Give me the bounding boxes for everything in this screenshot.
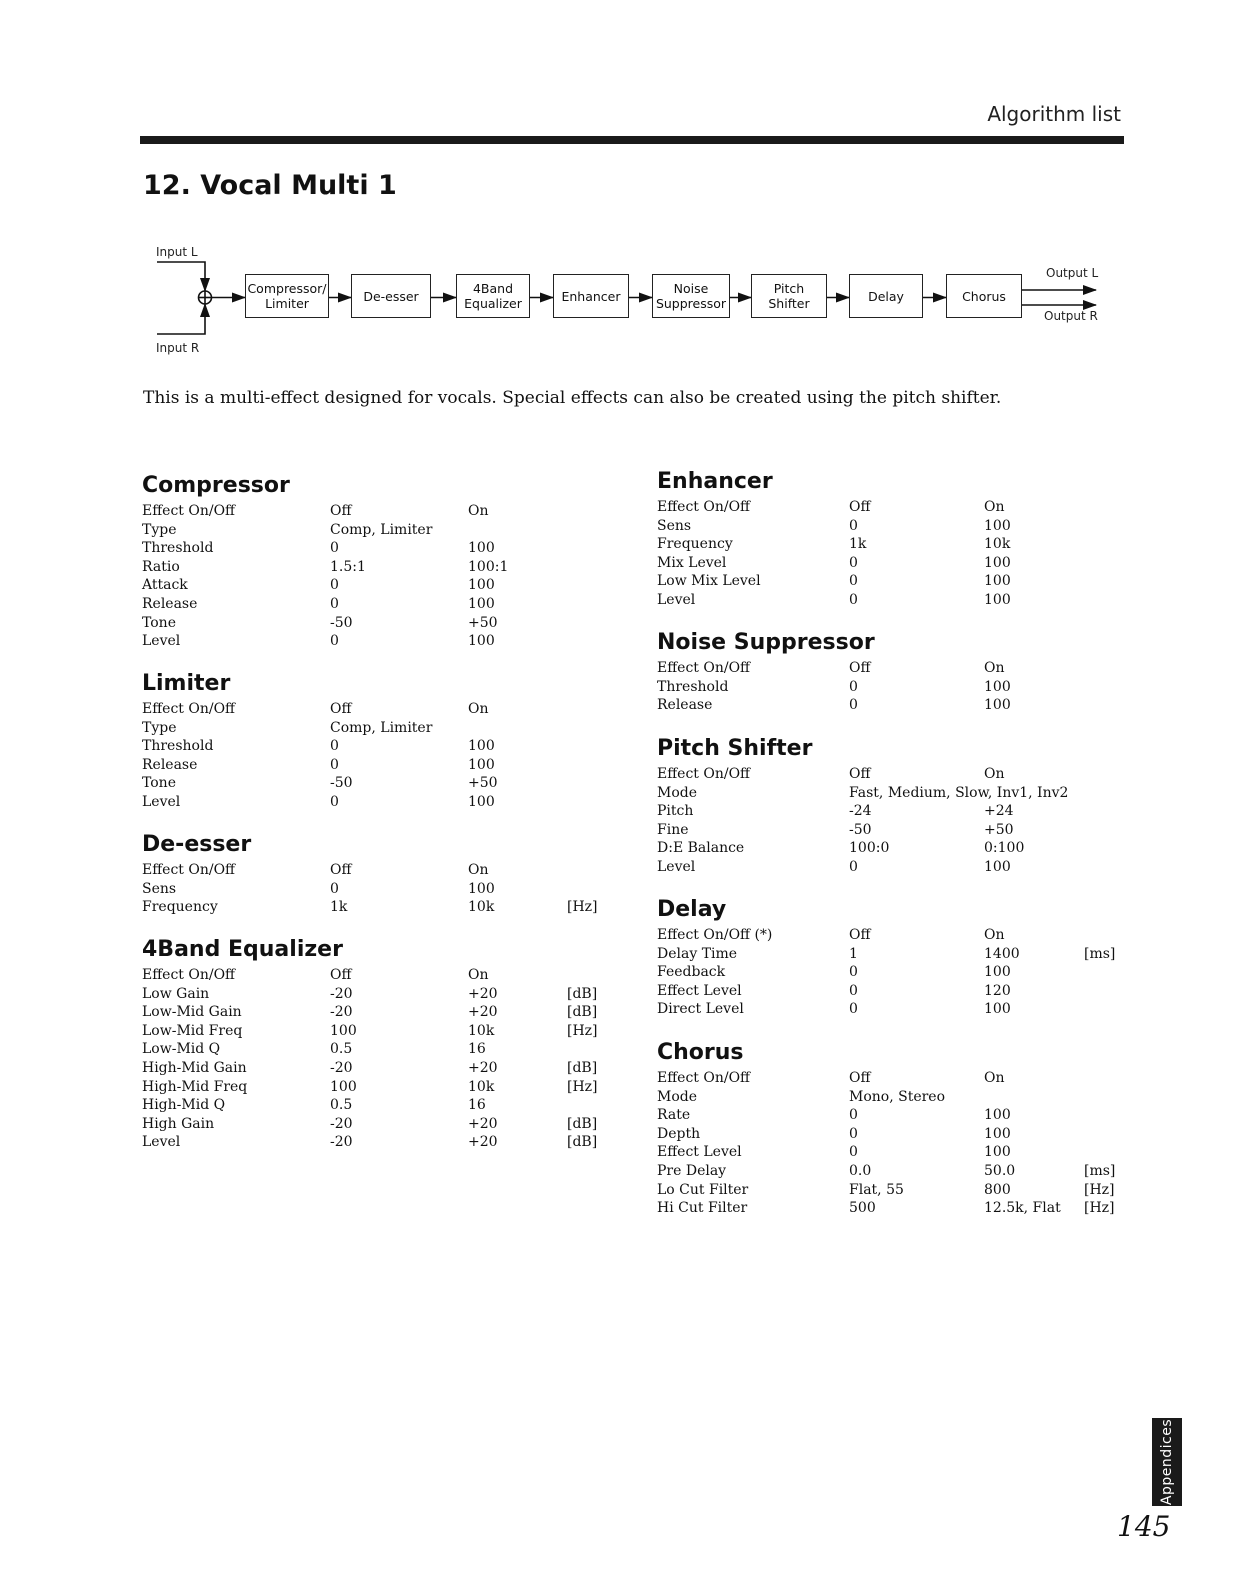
header-rule <box>140 136 1124 144</box>
section-title: Noise Suppressor <box>657 630 875 655</box>
param-row <box>142 595 612 614</box>
param-unit: [Hz] <box>567 899 598 916</box>
param-name: High-Mid Gain <box>142 1059 247 1076</box>
param-row <box>142 966 612 985</box>
param-row <box>657 945 1127 964</box>
param-unit: [dB] <box>567 1059 598 1076</box>
param-name: Effect On/Off <box>657 660 751 676</box>
param-min: Fast, Medium, Slow, Inv1, Inv2 <box>849 784 1069 801</box>
param-unit: [dB] <box>567 985 598 1002</box>
param-min: Off <box>849 660 871 676</box>
param-min: 0 <box>330 793 339 810</box>
param-unit: [dB] <box>567 1115 598 1132</box>
param-row <box>657 659 1127 678</box>
param-min: 0 <box>849 1125 858 1142</box>
param-max: 100 <box>468 540 495 557</box>
param-min: 0 <box>849 1001 858 1018</box>
param-max: 100 <box>468 793 495 810</box>
param-min: 100:0 <box>849 840 890 857</box>
param-name: Delay Time <box>657 945 738 962</box>
param-max: 100 <box>984 517 1011 534</box>
param-row <box>142 1022 612 1041</box>
param-unit: [dB] <box>567 1134 598 1151</box>
param-name: Effect On/Off (*) <box>657 927 773 943</box>
param-max: 100 <box>984 1144 1011 1161</box>
section-title: 4Band Equalizer <box>142 937 343 962</box>
param-row <box>142 576 612 595</box>
block-pitch-shifter: Pitch Shifter <box>751 274 827 318</box>
param-max: +20 <box>468 1115 498 1132</box>
param-min: 1 <box>849 945 858 962</box>
param-name: Effect Level <box>657 982 742 999</box>
param-max: 100 <box>468 738 495 755</box>
param-name: Low-Mid Freq <box>142 1022 243 1039</box>
param-name: Threshold <box>657 678 729 695</box>
param-name: D:E Balance <box>657 840 745 857</box>
param-name: Effect On/Off <box>142 967 236 983</box>
section-compressor <box>142 472 612 651</box>
block-deesser: De-esser <box>351 274 431 318</box>
param-unit: [Hz] <box>1084 1200 1115 1217</box>
param-row <box>142 774 612 793</box>
param-row <box>657 1069 1127 1088</box>
param-row <box>657 1162 1127 1181</box>
param-row <box>142 898 612 917</box>
param-min: Off <box>849 927 871 943</box>
param-name: Ratio <box>142 558 180 575</box>
section-limiter <box>142 670 612 812</box>
block-4band-equalizer: 4Band Equalizer <box>456 274 530 318</box>
param-name: Effect On/Off <box>142 701 236 717</box>
param-name: Level <box>657 858 696 875</box>
param-row <box>657 1106 1127 1125</box>
param-name: Level <box>142 1134 181 1151</box>
param-row <box>142 1078 612 1097</box>
param-name: Threshold <box>142 540 214 557</box>
param-min: -20 <box>330 1059 353 1076</box>
param-min: -20 <box>330 1134 353 1151</box>
param-row <box>142 502 612 521</box>
param-max: 100 <box>468 880 495 897</box>
param-max: On <box>984 499 1005 515</box>
param-name: Fine <box>657 821 689 838</box>
param-min: 0 <box>849 517 858 534</box>
page-title: 12. Vocal Multi 1 <box>143 170 397 201</box>
param-min: 0 <box>330 633 339 650</box>
block-enhancer: Enhancer <box>553 274 629 318</box>
param-name: Effect On/Off <box>657 499 751 515</box>
param-max: 10k <box>468 1022 495 1039</box>
param-max: +20 <box>468 1004 498 1021</box>
section-4band-equalizer <box>142 936 612 1152</box>
param-min: -24 <box>849 803 872 820</box>
section-noise-suppressor <box>657 629 1127 715</box>
param-name: Type <box>142 719 177 736</box>
param-min: Off <box>849 499 871 515</box>
param-row <box>142 558 612 577</box>
param-row <box>657 765 1127 784</box>
param-max: On <box>468 701 489 717</box>
param-max: On <box>984 766 1005 782</box>
param-max: 100 <box>984 1001 1011 1018</box>
param-row <box>142 1040 612 1059</box>
input-r-label: Input R <box>156 341 200 355</box>
param-row <box>142 614 612 633</box>
section-title: Limiter <box>142 671 231 696</box>
param-min: 0 <box>849 1107 858 1124</box>
param-name: High-Mid Freq <box>142 1078 248 1095</box>
param-name: Attack <box>142 577 188 594</box>
param-row <box>657 802 1127 821</box>
param-name: Effect On/Off <box>142 503 236 519</box>
param-min: -20 <box>330 1004 353 1021</box>
section-chorus <box>657 1039 1127 1218</box>
param-max: 10k <box>468 1078 495 1095</box>
param-name: Low Mix Level <box>657 573 761 590</box>
param-max: 100 <box>984 1125 1011 1142</box>
param-row <box>657 572 1127 591</box>
param-name: Hi Cut Filter <box>657 1200 748 1217</box>
param-name: Mode <box>657 784 698 801</box>
param-max: 100 <box>468 633 495 650</box>
param-row <box>657 535 1127 554</box>
param-min: 0 <box>330 540 339 557</box>
param-row <box>142 880 612 899</box>
section-title: Chorus <box>657 1040 744 1065</box>
param-row <box>657 1088 1127 1107</box>
param-name: Sens <box>142 880 177 897</box>
param-row <box>142 700 612 719</box>
param-min: -20 <box>330 1115 353 1132</box>
param-row <box>657 1181 1127 1200</box>
param-max: 12.5k, Flat <box>984 1200 1061 1217</box>
input-l-label: Input L <box>156 245 198 259</box>
param-row <box>657 591 1127 610</box>
param-unit: [Hz] <box>1084 1181 1115 1198</box>
param-name: Direct Level <box>657 1001 744 1018</box>
param-min: 0 <box>330 738 339 755</box>
param-row <box>142 1003 612 1022</box>
param-max: 100 <box>468 595 495 612</box>
param-row <box>142 632 612 651</box>
param-row <box>142 985 612 1004</box>
param-name: Low-Mid Gain <box>142 1004 242 1021</box>
param-row <box>142 1115 612 1134</box>
param-max: 16 <box>468 1097 486 1114</box>
param-row <box>142 1096 612 1115</box>
param-name: Low-Mid Q <box>142 1041 221 1058</box>
param-name: Release <box>142 595 198 612</box>
param-row <box>142 1059 612 1078</box>
param-min: 0 <box>849 678 858 695</box>
param-row <box>657 1199 1127 1218</box>
param-min: 0 <box>849 982 858 999</box>
param-min: 100 <box>330 1022 357 1039</box>
param-min: 0 <box>849 573 858 590</box>
param-max: +24 <box>984 803 1014 820</box>
param-name: Level <box>657 591 696 608</box>
page-number: 145 <box>1117 1510 1171 1543</box>
param-min: -50 <box>330 614 353 631</box>
param-min: 0 <box>330 756 339 773</box>
param-row <box>657 963 1127 982</box>
param-min: Off <box>330 503 352 519</box>
param-row <box>142 793 612 812</box>
param-row <box>142 719 612 738</box>
param-name: Effect On/Off <box>142 862 236 878</box>
param-min: Off <box>330 862 352 878</box>
param-max: +50 <box>984 821 1014 838</box>
param-min: Comp, Limiter <box>330 521 433 538</box>
param-min: Off <box>330 967 352 983</box>
param-min: 0.5 <box>330 1097 353 1114</box>
section-title: Pitch Shifter <box>657 736 813 761</box>
param-row <box>657 1125 1127 1144</box>
param-unit: [Hz] <box>567 1022 598 1039</box>
param-min: 1k <box>330 899 348 916</box>
param-name: Tone <box>142 614 176 631</box>
param-unit: [dB] <box>567 1004 598 1021</box>
param-min: 100 <box>330 1078 357 1095</box>
param-row <box>657 517 1127 536</box>
param-min: 0 <box>330 577 339 594</box>
param-max: 0:100 <box>984 840 1025 857</box>
param-max: On <box>984 1070 1005 1086</box>
param-row <box>657 498 1127 517</box>
param-name: Tone <box>142 775 176 792</box>
param-unit: [ms] <box>1084 1162 1116 1179</box>
param-max: 100 <box>984 591 1011 608</box>
param-row <box>657 821 1127 840</box>
param-min: Off <box>849 766 871 782</box>
param-min: 0 <box>849 858 858 875</box>
running-header: Algorithm list <box>987 102 1121 126</box>
block-compressor-limiter: Compressor/ Limiter <box>245 274 329 318</box>
param-min: 0 <box>849 554 858 571</box>
param-row <box>657 784 1127 803</box>
block-noise-suppressor: Noise Suppressor <box>652 274 730 318</box>
section-title: Enhancer <box>657 469 773 494</box>
param-name: High Gain <box>142 1115 215 1132</box>
param-max: 100 <box>984 554 1011 571</box>
param-max: 120 <box>984 982 1011 999</box>
section-deesser <box>142 831 612 917</box>
param-max: +50 <box>468 614 498 631</box>
param-name: Effect On/Off <box>657 766 751 782</box>
param-max: +20 <box>468 1059 498 1076</box>
param-min: 0 <box>849 1144 858 1161</box>
param-row <box>657 554 1127 573</box>
param-name: Pitch <box>657 803 694 820</box>
param-min: 0 <box>849 964 858 981</box>
param-min: 0 <box>849 697 858 714</box>
param-max: 100 <box>984 964 1011 981</box>
param-name: Feedback <box>657 964 726 981</box>
param-row <box>657 858 1127 877</box>
param-row <box>657 982 1127 1001</box>
param-name: Level <box>142 633 181 650</box>
param-min: -20 <box>330 985 353 1002</box>
param-max: 100 <box>468 756 495 773</box>
param-min: 0.5 <box>330 1041 353 1058</box>
param-name: Release <box>142 756 198 773</box>
param-name: Mode <box>657 1088 698 1105</box>
section-pitch-shifter <box>657 735 1127 877</box>
param-max: +20 <box>468 1134 498 1151</box>
param-max: 100:1 <box>468 558 509 575</box>
param-row <box>657 1143 1127 1162</box>
param-min: 500 <box>849 1200 876 1217</box>
param-min: -50 <box>849 821 872 838</box>
param-name: Level <box>142 793 181 810</box>
param-row <box>657 696 1127 715</box>
param-name: Sens <box>657 517 692 534</box>
param-name: Frequency <box>657 536 733 553</box>
param-name: High-Mid Q <box>142 1097 226 1114</box>
param-min: Comp, Limiter <box>330 719 433 736</box>
param-min: Off <box>849 1070 871 1086</box>
output-r-label: Output R <box>1044 309 1098 323</box>
param-row <box>657 839 1127 858</box>
section-delay <box>657 896 1127 1019</box>
appendices-tab-label: Appendices <box>1159 1418 1175 1506</box>
param-name: Lo Cut Filter <box>657 1181 749 1198</box>
param-min: 1.5:1 <box>330 558 366 575</box>
param-name: Low Gain <box>142 985 210 1002</box>
param-min: 0 <box>330 880 339 897</box>
param-row <box>142 1133 612 1152</box>
param-max: On <box>984 927 1005 943</box>
param-min: Flat, 55 <box>849 1181 904 1198</box>
param-max: 100 <box>984 697 1011 714</box>
section-enhancer <box>657 468 1127 610</box>
param-name: Threshold <box>142 738 214 755</box>
param-row <box>142 756 612 775</box>
param-min: 0 <box>849 591 858 608</box>
param-row <box>657 678 1127 697</box>
block-delay: Delay <box>849 274 923 318</box>
signal-flow-diagram <box>150 240 1110 365</box>
input-r-line <box>157 304 205 334</box>
param-name: Pre Delay <box>657 1162 727 1179</box>
param-name: Release <box>657 697 713 714</box>
param-name: Mix Level <box>657 554 727 571</box>
param-name: Depth <box>657 1125 701 1142</box>
param-row <box>142 861 612 880</box>
param-max: 100 <box>984 858 1011 875</box>
param-max: On <box>468 862 489 878</box>
section-title: Compressor <box>142 473 290 498</box>
param-min: -50 <box>330 775 353 792</box>
param-name: Rate <box>657 1107 691 1124</box>
param-max: 100 <box>984 1107 1011 1124</box>
param-max: +20 <box>468 985 498 1002</box>
input-l-line <box>157 262 205 291</box>
section-title: Delay <box>657 897 727 922</box>
param-name: Type <box>142 521 177 538</box>
param-max: On <box>468 503 489 519</box>
output-l-label: Output L <box>1046 266 1099 280</box>
param-min: 0.0 <box>849 1162 872 1179</box>
param-min: 1k <box>849 536 867 553</box>
section-title: De-esser <box>142 832 252 857</box>
param-max: 10k <box>468 899 495 916</box>
appendices-tab <box>1152 1418 1182 1506</box>
param-max: 10k <box>984 536 1011 553</box>
param-row <box>657 1000 1127 1019</box>
param-name: Frequency <box>142 899 218 916</box>
param-max: 800 <box>984 1181 1011 1198</box>
param-max: On <box>468 967 489 983</box>
param-name: Effect Level <box>657 1144 742 1161</box>
block-chorus: Chorus <box>946 274 1022 318</box>
param-max: 100 <box>984 573 1011 590</box>
param-max: +50 <box>468 775 498 792</box>
param-row <box>657 926 1127 945</box>
param-max: 16 <box>468 1041 486 1058</box>
param-max: On <box>984 660 1005 676</box>
param-row <box>142 539 612 558</box>
param-min: Mono, Stereo <box>849 1088 946 1105</box>
param-name: Effect On/Off <box>657 1070 751 1086</box>
param-row <box>142 521 612 540</box>
intro-paragraph: This is a multi-effect designed for vocals. Special effects can also be created using the pitch shifter. <box>143 388 1002 408</box>
param-unit: [ms] <box>1084 945 1116 962</box>
param-max: 1400 <box>984 945 1020 962</box>
param-unit: [Hz] <box>567 1078 598 1095</box>
param-min: Off <box>330 701 352 717</box>
param-min: 0 <box>330 595 339 612</box>
param-max: 100 <box>468 577 495 594</box>
param-max: 100 <box>984 678 1011 695</box>
param-max: 50.0 <box>984 1162 1016 1179</box>
param-row <box>142 737 612 756</box>
